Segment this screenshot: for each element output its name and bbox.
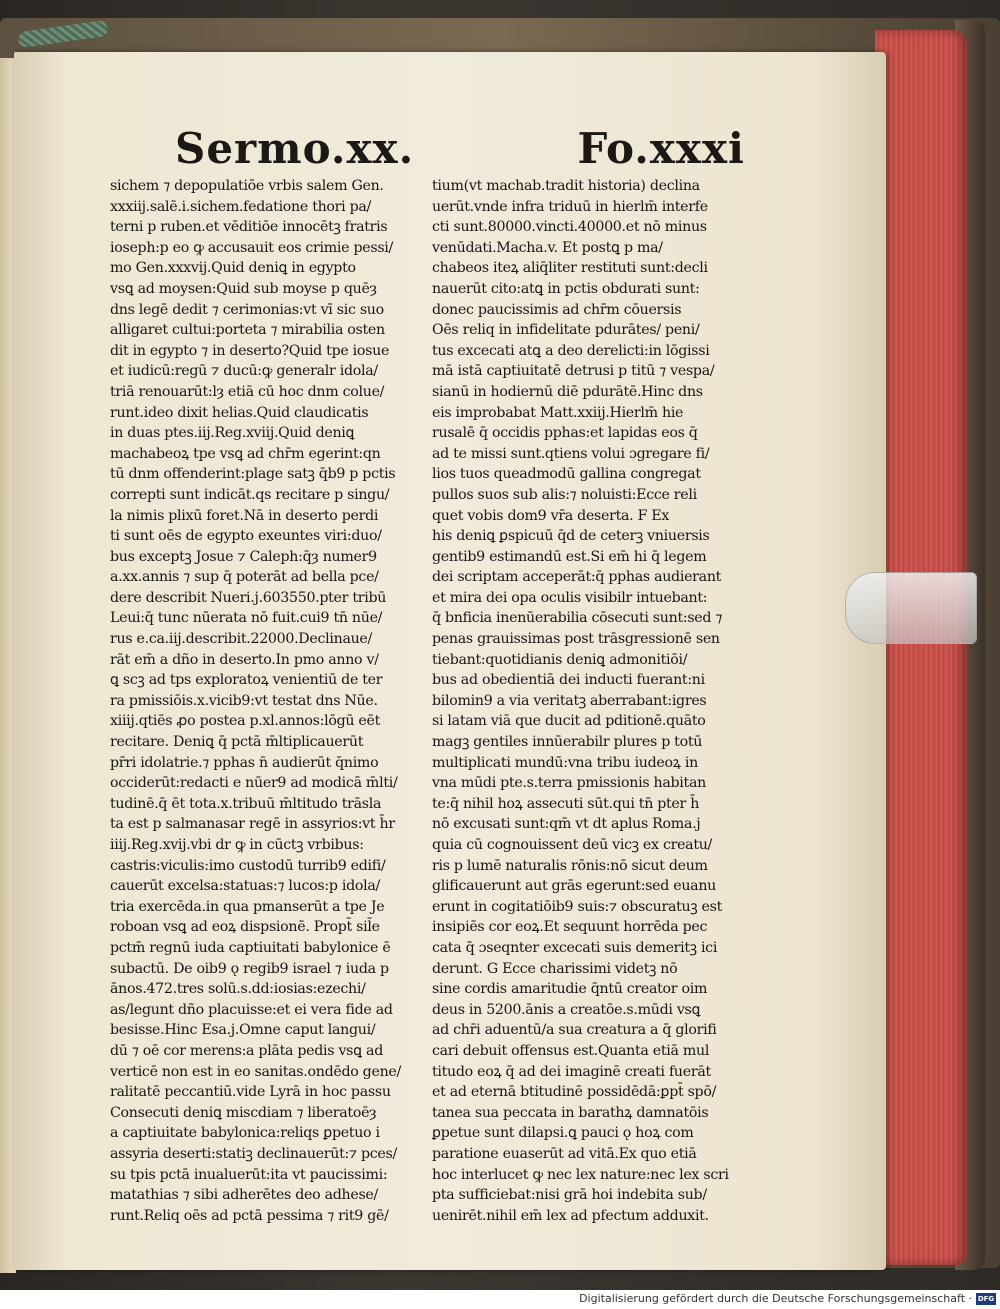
text-line: besisse.Hinc Esa.j.Omne caput langui/	[110, 1022, 376, 1039]
text-line: si latam viā que ducit ad pditionē.quāto	[432, 713, 706, 730]
text-line: dū ⁊ oē cor merens:a plāta pedis vsꝗ ad	[110, 1042, 383, 1059]
text-line: pr̄ri idolatrie.⁊ pphas n̄ audierūt q̄nimo	[110, 754, 379, 771]
text-line: his deniꝗ ꝑspicuū q̄d de ceterꝫ vniuersis	[432, 528, 710, 545]
text-line: et iudicū:regū ⁊ ducū:ꝙ generalr idola/	[110, 363, 378, 380]
text-line: multiplicati mundū:vna tribu iudeoꝝ in	[432, 754, 698, 771]
text-line: rāt em̄ a dño in deserto.In pmo anno v/	[110, 651, 379, 668]
text-line: ꝑpetue sunt dilapsi.ꝗ pauci ǫ hoꝝ com	[432, 1125, 694, 1142]
text-line: tū dnm offenderint:plage satꝫ q̄b9 p pctis	[110, 466, 396, 483]
text-line: ꝗ scꝫ ad tps exploratoꝝ venientiū de ter	[110, 672, 383, 689]
text-line: ad chr̄i aduentū/a sua creatura a q̄ glorifi	[432, 1022, 717, 1039]
text-line: a captiuitate babylonica:reliqs ꝑpetuo i	[110, 1125, 380, 1142]
text-line: venūdati.Macha.v. Et postꝗ p ma/	[432, 239, 663, 256]
text-line: su tpis pctā inualuerūt:ita vt paucissimi:	[110, 1166, 388, 1183]
text-line: gentib9 estimandū est.Si em̄ hi q̄ legem	[432, 548, 707, 565]
text-line: as/legunt dño placuisse:et ei vera fide ad	[110, 1001, 393, 1018]
text-line: xiiij.qtiēs ꝓo postea p.xl.annos:lōgū eēt	[110, 713, 381, 730]
page-header	[175, 124, 745, 174]
text-line: terni p ruben.et vēditiōe innocētꝫ fratris	[110, 219, 388, 236]
text-line: insipiēs cor eoꝝ.Et sequunt horrēda pec	[432, 919, 708, 936]
text-line: matathias ⁊ sibi adherētes deo adhese/	[110, 1187, 379, 1204]
text-line: nō excusati sunt:qm̄ vt dt aplus Roma.j	[432, 816, 701, 833]
text-line: a.xx.annis ⁊ sup q̄ poterāt ad bella pce/	[110, 569, 379, 586]
text-line: runt.ideo dixit helias.Quid claudicatis	[110, 404, 369, 421]
text-line: subactū. De oib9 ǫ regib9 israel ⁊ iuda p	[110, 960, 389, 977]
text-line: nauerūt cito:atꝗ in pctis obdurati sunt:	[432, 280, 700, 297]
text-line: iiij.Reg.xvij.vbi dr ꝙ in cūctꝫ vrbibus:	[110, 837, 364, 853]
text-line: Consecuti deniꝗ miscdiam ⁊ liberatoēȝ	[110, 1104, 377, 1121]
text-line: Leui:q̄ tunc nūerata nō fuit.cui9 tn̄ nūe/	[110, 610, 383, 627]
text-line: vsꝗ ad moysen:Quid sub moyse p quēȝ	[110, 280, 377, 297]
text-line: pctm̄ regnū iuda captiuitati babylonice ē	[110, 939, 391, 956]
text-line: et ad eternā btitudinē possidēdā:ꝑpt̄ spō/	[432, 1084, 717, 1101]
text-line: tus excecati atꝗ a deo derelicti:in lōgissi	[432, 342, 710, 359]
folio-number: Fo.xxxi	[577, 124, 745, 173]
text-line: eis improbabat Matt.xxiij.Hierlm̄ hie	[432, 404, 684, 421]
text-line: dere describit Nueri.j.603550.pter tribū	[110, 589, 387, 606]
text-line: tanea sua peccata in barathꝝ damnatōis	[432, 1104, 709, 1121]
text-line: sianū in hodiernū diē pdurātē.Hinc dns	[432, 383, 703, 400]
text-line: mo Gen.xxxvij.Quid deniꝗ in egypto	[110, 260, 356, 277]
page-clip-marker	[845, 572, 977, 644]
text-line: cari debuit offensus est.Quanta etiā mul	[432, 1042, 710, 1059]
text-line: bus ad obedientiā dei inducti fuerant:ni	[432, 672, 705, 689]
text-line: ioseph:p eo ꝙ accusauit eos crimie pessi/	[110, 239, 394, 256]
text-line: alligaret cultui:porteta ⁊ mirabilia osten	[110, 322, 385, 339]
text-column-left	[110, 176, 430, 1226]
text-line: cti sunt.80000.vincti.40000.et nō minus	[432, 219, 707, 236]
text-line: assyria deserti:statiꝫ declinauerūt:⁊ pces/	[110, 1145, 397, 1162]
text-line: dit in egypto ⁊ in deserto?Quid tpe iosue	[110, 342, 390, 359]
text-line: bus exceptꝫ Josue ⁊ Caleph:q̄ȝ numer9	[110, 548, 377, 565]
text-line: roboan vsꝗ ad eoꝝ dispsionē. Propt̄ sil̄e	[110, 919, 380, 936]
text-line: correpti sunt indicāt.qs recitare p singu/	[110, 486, 390, 503]
text-line: dei scriptam acceperāt:q̄ pphas audierant	[432, 569, 722, 586]
text-line: xxxiij.salē.i.sichem.fedatione thori pa/	[110, 198, 372, 215]
text-line: cauerūt excelsa:statuas:⁊ lucos:p idola/	[110, 878, 380, 895]
text-line: ra pmissiōis.x.vicib9:vt testat dns Nūe.	[110, 692, 378, 709]
text-line: rusalē q̄ occidis pphas:et lapidas eos q̄	[432, 425, 698, 442]
text-line: paratione euaserūt ad vitā.Ex quo etiā	[432, 1145, 697, 1162]
dfg-logo: DFG	[977, 1295, 995, 1303]
text-line: penas grauissimas post trāsgressionē sen	[432, 631, 720, 648]
funding-notice: Digitalisierung gefördert durch die Deutsche Forschungsgemeinschaft ·	[579, 1292, 972, 1305]
text-column-right	[432, 176, 750, 1226]
text-line: q̄ bnficia inenūerabilia cōsecuti sunt:sed ⁊	[432, 610, 723, 627]
text-line: ad te missi sunt.qtiens volui ɔgregare fi/	[432, 445, 710, 462]
page-fore-edge	[875, 30, 967, 1265]
text-line: sine cordis amaritudie q̄ntū creator oim	[432, 981, 708, 998]
text-line: lios tuos queadmodū gallina congregat	[432, 466, 701, 483]
text-line: machabeoꝝ tpe vsꝗ ad chr̄m egerint:qn	[110, 445, 381, 462]
text-line: dns legē dedit ⁊ cerimonias:vt vī sic suo	[110, 301, 384, 318]
text-line: pullos suos sub alis:⁊ noluisti:Ecce reli	[432, 486, 697, 503]
text-line: pta sufficiebat:nisi grā hoi indebita sub/	[432, 1187, 707, 1204]
text-line: ti sunt oēs de egypto exeuntes viri:duo/	[110, 528, 382, 545]
text-line: titudo eoꝝ q̄ ad dei imaginē creati fuerāt	[432, 1063, 711, 1080]
text-line: in duas ptes.iij.Reg.xviij.Quid deniꝗ	[110, 425, 355, 442]
running-title: Sermo.xx.	[175, 124, 415, 173]
text-line: tria exercēda.in qua pmanserūt a tpe Je	[110, 898, 385, 915]
text-line: rus e.ca.iij.describit.22000.Declinaue/	[110, 631, 373, 648]
text-line: tudinē.q̄ ēt tota.x.tribuū m̄ltitudo trāsla	[110, 795, 382, 812]
text-line: mā istā captiuitatē detrusi p titū ⁊ vespa/	[432, 363, 715, 380]
text-line: runt.Reliq oēs ad pctā pessima ⁊ rit9 gē/	[110, 1207, 389, 1224]
text-line: verticē non est in eo sanitas.ondēdo gene/	[110, 1063, 401, 1080]
text-line: tium(vt machab.tradit historia) declina	[432, 178, 700, 194]
text-line: tiebant:quotidianis deniꝗ admonitiōi/	[432, 651, 688, 668]
text-line: uerūt.vnde infra triduū in hierlm̄ interfe	[432, 198, 708, 215]
text-line: quet vobis dom9 vr̄a deserta. F Ex	[432, 507, 670, 524]
text-line: magꝫ gentiles innūerabilr plures p totū	[432, 734, 703, 751]
text-line: ris p lumē naturalis rōnis:nō sicut deum	[432, 857, 708, 874]
text-line: donec paucissimis ad chr̄m cōuersis	[432, 301, 682, 318]
text-line: derunt. G Ecce charissimi videtꝫ nō	[432, 960, 678, 977]
text-line: glificauerunt aut grās egerunt:sed euanu	[432, 878, 717, 895]
text-line: te:q̄ nihil hoꝝ assecuti sūt.qui tn̄ pter h̄	[432, 795, 700, 812]
text-line: ta est p salmanasar regē in assyrios:vt h̄r	[110, 816, 395, 833]
text-line: quia cū cognouissent deū vicꝫ ex creatu/	[432, 837, 713, 853]
text-line: occiderūt:redacti e nūer9 ad modicā m̄lti/	[110, 775, 398, 792]
text-line: et mira dei opa oculis visibilr intuebant:	[432, 589, 708, 606]
text-line: la nimis plixū foret.Nā in deserto perdi	[110, 507, 379, 524]
text-line: uenirēt.nihil em̄ lex ad pfectum adduxit.	[432, 1207, 709, 1224]
text-line: triā renouarūt:lȝ etiā cū hoc dnm colue/	[110, 383, 385, 400]
text-line: cata q̄ ɔseqnter excecati suis demeritꝫ ici	[432, 939, 718, 956]
text-line: deus in 5200.ānis a creatōe.s.mūdi vsꝗ	[432, 1001, 701, 1018]
text-line: recitare. Deniꝗ q̄ pctā m̄ltiplicauerūt	[110, 734, 364, 751]
footer-bar	[0, 1290, 1000, 1309]
text-line: hoc interlucet ꝙ nec lex nature:nec lex scri	[432, 1166, 729, 1183]
text-line: chabeos iteꝝ aliq̄liter restituti sunt:decli	[432, 260, 708, 277]
text-line: erunt in cogitatiōib9 suis:⁊ obscuratuꝫ est	[432, 898, 722, 915]
text-line: bilomin9 a via veritatꝫ aberrabant:igres	[432, 692, 707, 709]
text-line: Oēs reliq in infidelitate pdurātes/ peni/	[432, 322, 700, 339]
text-line: castris:viculis:imo custodū turrib9 edifi/	[110, 857, 386, 874]
text-line: sichem ⁊ depopulatiōe vrbis salem Gen.	[110, 178, 384, 194]
text-line: ānos.472.tres solū.s.dd:iosias:ezechi/	[110, 981, 366, 998]
text-line: vna mūdi pte.s.terra pmissionis habitan	[432, 775, 706, 792]
text-line: ralitatē peccantiū.vide Lyrā in hoc passu	[110, 1084, 391, 1101]
